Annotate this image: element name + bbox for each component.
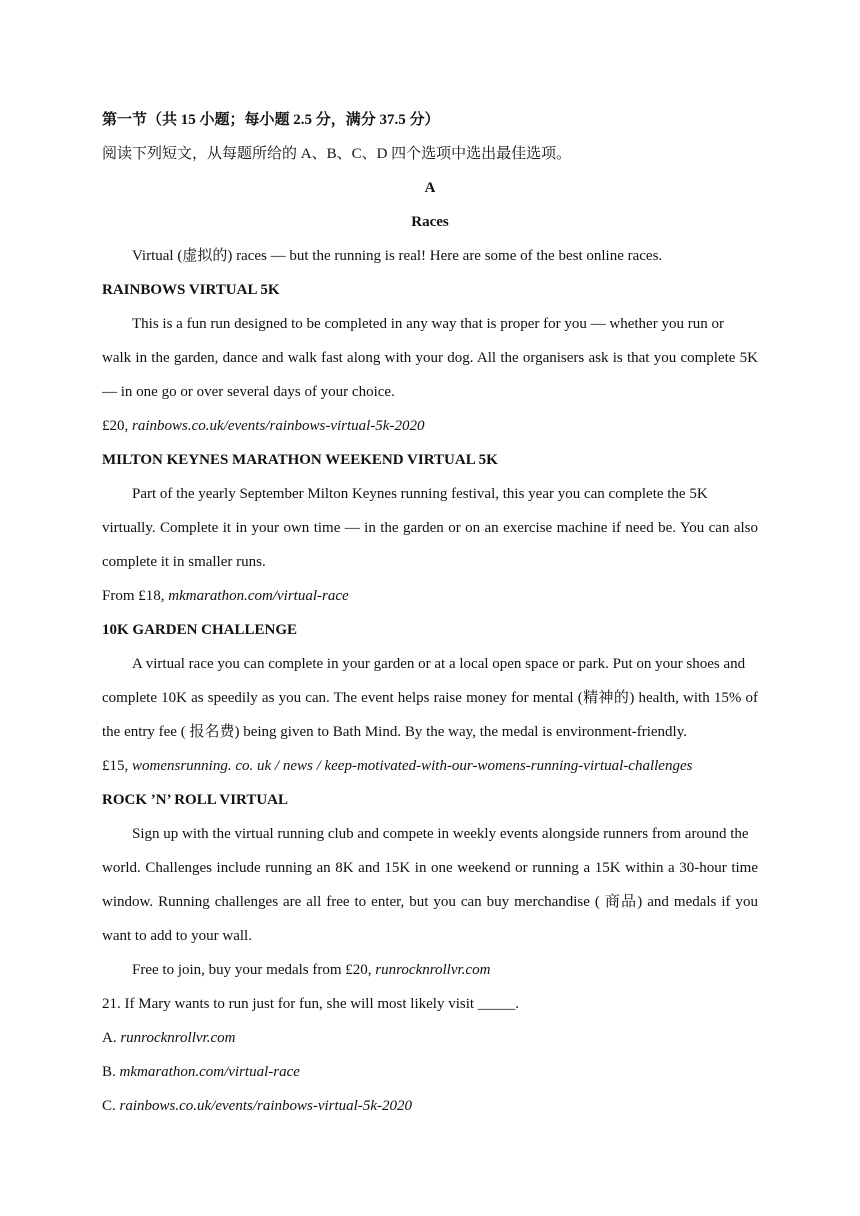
item-text-line: want to add to your wall. xyxy=(102,928,252,944)
item-text-line: — in one go or over several days of your choice. xyxy=(102,384,395,400)
item-price-line xyxy=(102,416,758,436)
passage-label: A xyxy=(424,180,436,196)
passage-title: Races xyxy=(411,214,449,230)
item-text-line: complete 10K as speedily as you can. The event helps raise money for mental (精神的) health, with 15% of xyxy=(102,690,758,706)
item-price: Free to join, buy your medals from £20, xyxy=(132,962,376,978)
item-heading: 10K GARDEN CHALLENGE xyxy=(102,622,298,638)
item-text-line: world. Challenges include running an 8K and 15K in one weekend or running a 15K within a 30-hour time xyxy=(102,860,758,876)
question-option xyxy=(102,1096,758,1116)
option-text: rainbows.co.uk/events/rainbows-virtual-5k-2020 xyxy=(119,1098,412,1114)
item-heading: RAINBOWS VIRTUAL 5K xyxy=(102,282,280,298)
instruction-text: 阅读下列短文，从每题所给的 A、B、C、D 四个选项中选出最佳选项。 xyxy=(102,146,572,162)
item-text-line: walk in the garden, dance and walk fast along with your dog. All the organisers ask is that you complete 5K xyxy=(102,350,758,366)
option-letter: A. xyxy=(102,1030,121,1046)
option-letter: B. xyxy=(102,1064,120,1080)
item-price: £15, xyxy=(102,758,132,774)
option-letter: C. xyxy=(102,1098,120,1114)
item-text-line: virtually. Complete it in your own time — in the garden or on an exercise machine if need be. You can also xyxy=(102,520,758,536)
item-price-line xyxy=(102,960,758,980)
option-text: runrocknrollvr.com xyxy=(120,1030,236,1046)
item-url: mkmarathon.com/virtual-race xyxy=(168,588,349,604)
item-price-line xyxy=(102,586,758,606)
item-price: From £18, xyxy=(102,588,169,604)
item-text-line: This is a fun run designed to be completed in any way that is proper for you — whether you run or xyxy=(132,316,724,332)
item-url: womensrunning. co. uk / news / keep-motivated-with-our-womens-running-virtual-challenges xyxy=(132,758,693,774)
item-text-line: Sign up with the virtual running club and compete in weekly events alongside runners from around the xyxy=(132,826,749,842)
item-price: £20, xyxy=(102,418,132,434)
item-heading: MILTON KEYNES MARATHON WEEKEND VIRTUAL 5K xyxy=(102,452,498,468)
item-text-line: the entry fee ( 报名费) being given to Bath Mind. By the way, the medal is environment-friendly. xyxy=(102,724,687,740)
question-option xyxy=(102,1062,758,1082)
item-text-line: window. Running challenges are all free to enter, but you can buy merchandise ( 商品) and medals if you xyxy=(102,894,758,910)
question-option xyxy=(102,1028,758,1048)
option-text: mkmarathon.com/virtual-race xyxy=(119,1064,300,1080)
section-title: 第一节（共 15 小题；每小题 2.5 分，满分 37.5 分） xyxy=(102,112,440,128)
item-text-line: complete it in smaller runs. xyxy=(102,554,266,570)
item-text-line: A virtual race you can complete in your garden or at a local open space or park. Put on your shoes and xyxy=(132,656,746,672)
item-text-line: Part of the yearly September Milton Keynes running festival, this year you can complete the 5K xyxy=(132,486,708,502)
item-heading: ROCK ’N’ ROLL VIRTUAL xyxy=(102,792,289,808)
item-url: runrocknrollvr.com xyxy=(375,962,491,978)
passage-intro: Virtual (虚拟的) races — but the running is real! Here are some of the best online races. xyxy=(132,248,663,264)
item-url: rainbows.co.uk/events/rainbows-virtual-5k-2020 xyxy=(132,418,425,434)
question-stem: 21. If Mary wants to run just for fun, she will most likely visit _____. xyxy=(102,996,520,1012)
item-price-line xyxy=(102,756,758,776)
